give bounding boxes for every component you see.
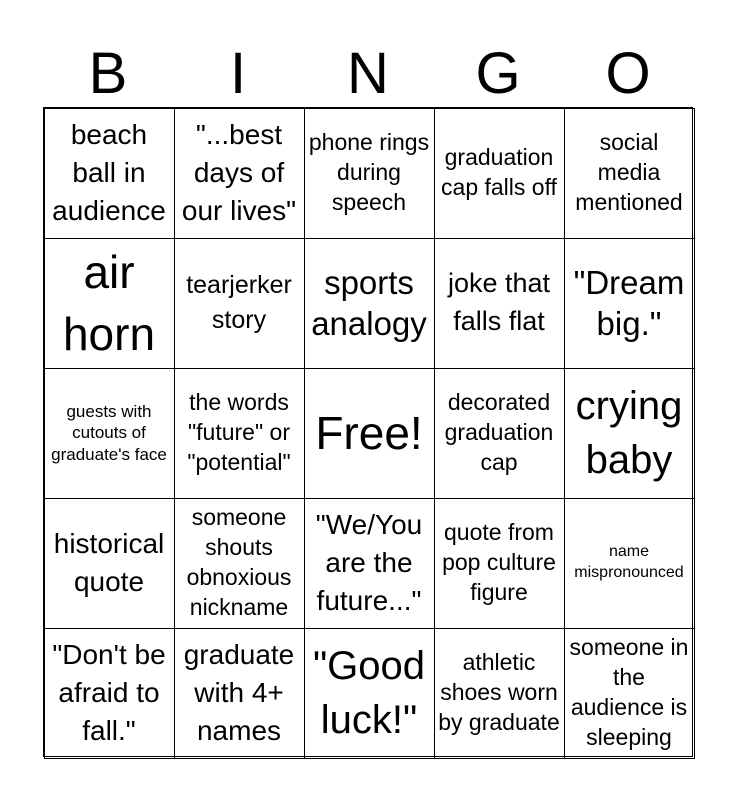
bingo-cell[interactable] <box>174 368 305 499</box>
cell-text: social media mentioned <box>575 129 683 215</box>
bingo-cell[interactable] <box>174 108 305 239</box>
bingo-cell[interactable] <box>44 628 175 759</box>
bingo-cell[interactable] <box>434 368 565 499</box>
cell-text: joke that falls flat <box>447 268 551 336</box>
bingo-cell[interactable] <box>304 498 435 629</box>
bingo-cell[interactable] <box>174 628 305 759</box>
cell-text: the words "future" or "potential" <box>187 389 291 475</box>
bingo-cell[interactable] <box>564 368 695 499</box>
bingo-cell[interactable] <box>44 498 175 629</box>
bingo-cell[interactable] <box>44 108 175 239</box>
header-letter-o: O <box>605 41 651 106</box>
bingo-cell[interactable] <box>174 238 305 369</box>
bingo-cell[interactable] <box>304 108 435 239</box>
bingo-cell[interactable] <box>304 238 435 369</box>
cell-text: quote from pop culture figure <box>442 519 556 605</box>
cell-text: sports analogy <box>311 263 427 342</box>
cell-text: Free! <box>315 406 423 459</box>
bingo-cell[interactable] <box>434 238 565 369</box>
cell-text: graduate with 4+ names <box>183 639 295 746</box>
header-letter-n: N <box>347 41 389 106</box>
bingo-cell[interactable] <box>304 628 435 759</box>
cell-text: beach ball in audience <box>52 119 166 226</box>
cell-text: graduation cap falls off <box>441 144 557 200</box>
cell-text: athletic shoes worn by graduate <box>438 649 560 735</box>
cell-text: "...best days of our lives" <box>181 119 297 226</box>
bingo-cell[interactable] <box>434 108 565 239</box>
bingo-board <box>43 107 693 757</box>
bingo-cell[interactable] <box>434 498 565 629</box>
cell-text: air horn <box>62 245 156 360</box>
cell-text: tearjerker story <box>186 270 292 334</box>
cell-text: crying baby <box>575 384 683 482</box>
cell-text: historical quote <box>53 528 165 597</box>
bingo-header <box>43 40 693 108</box>
bingo-cell[interactable] <box>564 238 695 369</box>
bingo-cell[interactable] <box>174 498 305 629</box>
cell-text: someone in the audience is sleeping <box>569 634 689 750</box>
cell-text: guests with cutouts of graduate's face <box>51 402 167 464</box>
cell-text: "Dream big." <box>573 263 685 342</box>
cell-text: someone shouts obnoxious nickname <box>186 504 292 620</box>
free-space-cell[interactable] <box>304 368 435 499</box>
bingo-cell[interactable] <box>44 238 175 369</box>
cell-text: "Good luck!" <box>312 644 426 742</box>
cell-text: decorated graduation cap <box>444 389 554 475</box>
bingo-cell[interactable] <box>564 498 695 629</box>
cell-text: "Don't be afraid to fall." <box>52 639 166 746</box>
header-letter-b: B <box>88 41 128 106</box>
cell-text: "We/You are the future..." <box>315 509 423 616</box>
header-letter-i: I <box>229 41 247 106</box>
cell-text: name mispronounced <box>574 543 684 581</box>
header-letter-g: G <box>475 41 521 106</box>
bingo-cell[interactable] <box>44 368 175 499</box>
cell-text: phone rings during speech <box>308 129 430 215</box>
bingo-cell[interactable] <box>434 628 565 759</box>
bingo-cell[interactable] <box>564 108 695 239</box>
bingo-cell[interactable] <box>564 628 695 759</box>
